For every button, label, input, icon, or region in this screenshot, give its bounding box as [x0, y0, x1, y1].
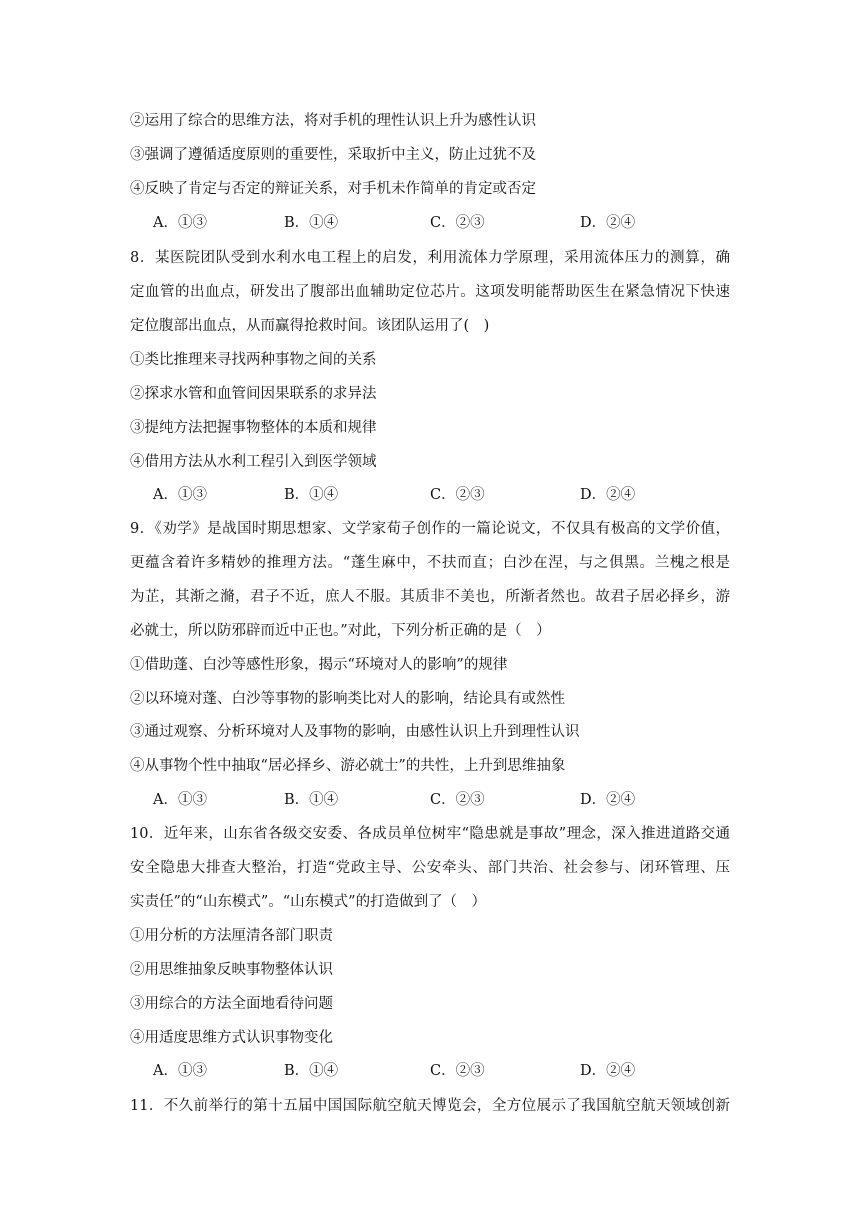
q10-item-1: ①用分析的方法厘清各部门职责 — [130, 928, 333, 944]
q10-item-3: ③用综合的方法全面地看待问题 — [130, 996, 333, 1012]
q9-stem-line-3: 为芷，其渐之滫，君子不近，庶人不服。其质非不美也，所渐者然也。故君子居必择乡，游 — [130, 589, 730, 605]
q10-option-d: D．②④ — [580, 1063, 636, 1079]
q8-option-a: A．①③ — [153, 487, 207, 503]
q7-option-d: D．②④ — [580, 215, 636, 231]
q7-item-2: ②运用了综合的思维方法，将对手机的理性认识上升为感性认识 — [130, 113, 536, 129]
q10-option-b: B．①④ — [284, 1063, 339, 1079]
q8-item-3: ③提纯方法把握事物整体的本质和规律 — [130, 420, 377, 436]
q10-stem-line-1: 10．近年来，山东省各级交安委、各成员单位树牢“隐患就是事故”理念，深入推进道路交通 — [130, 826, 730, 842]
q8-stem-line-2: 定血管的出血点，研发出了腹部出血辅助定位芯片。这项发明能帮助医生在紧急情况下快速 — [130, 284, 730, 300]
q10-item-4: ④用适度思维方式认识事物变化 — [130, 1030, 333, 1046]
q8-option-d: D．②④ — [580, 487, 636, 503]
q9-stem-line-1: 9．《劝学》是战国时期思想家、文学家荀子创作的一篇论说文，不仅具有极高的文学价值， — [130, 521, 730, 537]
q8-stem-line-3: 定位腹部出血点，从而赢得抢救时间。该团队运用了( ) — [130, 318, 490, 334]
q7-item-4: ④反映了肯定与否定的辩证关系，对手机未作简单的肯定或否定 — [130, 181, 536, 197]
q8-stem-line-1: 8．某医院团队受到水利水电工程上的启发，利用流体力学原理，采用流体压力的测算，确 — [130, 250, 730, 266]
q10-option-c: C．②③ — [430, 1063, 485, 1079]
q11-stem-line-1: 11．不久前举行的第十五届中国国际航空航天博览会，全方位展示了我国航空航天领域创新 — [130, 1098, 730, 1114]
q8-option-c: C．②③ — [430, 487, 485, 503]
q7-option-a: A．①③ — [153, 215, 207, 231]
q10-item-2: ②用思维抽象反映事物整体认识 — [130, 962, 333, 978]
q10-stem-line-3: 实责任”的“山东模式”。“山东模式”的打造做到了（ ） — [130, 894, 487, 910]
q8-option-b: B．①④ — [284, 487, 339, 503]
q8-item-1: ①类比推理来寻找两种事物之间的关系 — [130, 352, 377, 368]
q7-item-3: ③强调了遵循适度原则的重要性，采取折中主义，防止过犹不及 — [130, 147, 536, 163]
q9-stem-line-2: 更蕴含着许多精妙的推理方法。“蓬生麻中，不扶而直；白沙在涅，与之俱黑。兰槐之根是 — [130, 555, 730, 571]
q9-stem-line-4: 必就士，所以防邪辟而近中正也。”对此，下列分析正确的是（ ） — [130, 623, 551, 639]
q9-item-1: ①借助蓬、白沙等感性形象，揭示“环境对人的影响”的规律 — [130, 657, 508, 673]
q8-item-4: ④借用方法从水利工程引入到医学领域 — [130, 454, 377, 470]
q8-item-2: ②探求水管和血管间因果联系的求异法 — [130, 386, 377, 402]
q9-item-2: ②以环境对蓬、白沙等事物的影响类比对人的影响，结论具有或然性 — [130, 691, 565, 707]
q10-stem-line-2: 安全隐患大排查大整治，打造“党政主导、公安牵头、部门共治、社会参与、闭环管理、压 — [130, 860, 730, 876]
q9-item-4: ④从事物个性中抽取“居必择乡、游必就士”的共性，上升到思维抽象 — [130, 758, 566, 774]
q10-option-a: A．①③ — [153, 1063, 207, 1079]
q9-option-c: C．②③ — [430, 792, 485, 808]
q7-option-c: C．②③ — [430, 215, 485, 231]
q9-option-a: A．①③ — [153, 792, 207, 808]
q9-item-3: ③通过观察、分析环境对人及事物的影响，由感性认识上升到理性认识 — [130, 724, 580, 740]
q7-option-b: B．①④ — [284, 215, 339, 231]
q9-option-b: B．①④ — [284, 792, 339, 808]
q9-option-d: D．②④ — [580, 792, 636, 808]
